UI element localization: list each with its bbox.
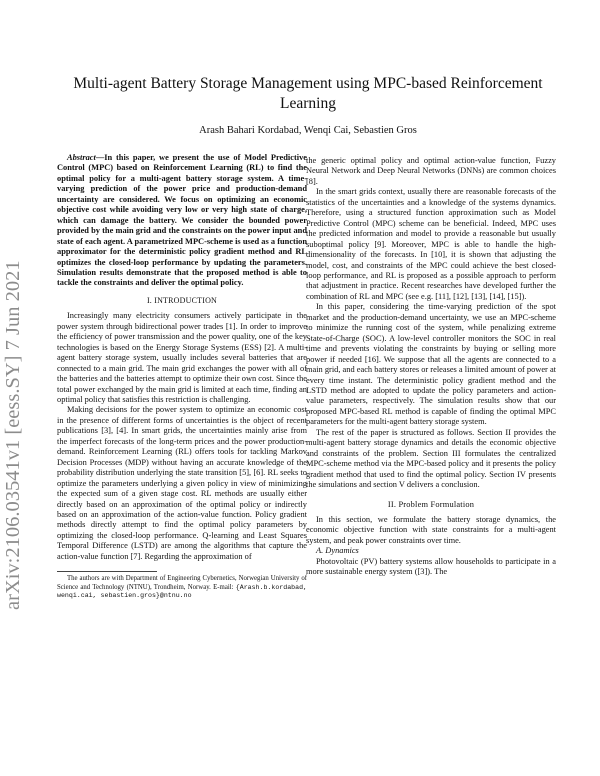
right-column xyxy=(306,156,556,578)
section-2-paragraph-1: In this section, we formulate the battery storage dynamics, the economic objective function with state constraints for a multi-agent system, and peak power constraints over time. xyxy=(306,514,556,545)
intro-paragraph-5: In this paper, considering the time-varying prediction of the spot market and the production-demand uncertainty, we use an MPC-scheme to minimize the running cost of the system, while penalizing extreme State-of-Charge (SOC). A low-level controller monitors the SOC in real time and prevents violating the constraints by buying or selling more power if needed [16]. We suppose that all the agents are connected to a main grid, and each battery stores or releases a limited amount of power at every time instant. The deterministic policy gradient method and the LSTD method are adopted to update the policy parameters and action-value parameters, respectively. The simulation results show that our proposed MPC-based RL method is capable of finding the optimal MPC parameters for the multi-agent battery storage system. xyxy=(306,302,556,427)
abstract-text: —In this paper, we present the use of Model Predictive Control (MPC) based on Reinforcement Learning (RL) to find the optimal policy for a multi-agent battery storage system. A time-varying prediction of the power price and production-demand uncertainty are considered. We focus on optimizing an economic objective cost while avoiding very low or very high state of charge, which can damage the battery. We consider the bounded power provided by the main grid and the constraints on the power input and state of each agent. A parametrized MPC-scheme is used as a function approximator for the deterministic policy gradient method and RL optimizes the closed-loop performance by updating the parameters. Simulation results demonstrate that the proposed method is able to tackle the constraints and deliver the optimal policy. xyxy=(57,153,307,288)
abstract-label: Abstract xyxy=(67,153,96,162)
footnote-rule xyxy=(57,571,157,572)
subsection-dynamics-heading: A. Dynamics xyxy=(316,546,359,556)
intro-paragraph-4: In the smart grids context, usually there are reasonable forecasts of the statistics of the uncertainties and a knowledge of the systems dynamics. Therefore, using a structured function approximation such as Model Predictive Control (MPC) scheme can be beneficial. Indeed, MPC uses the predicted information and model to provide a reasonable but usually suboptimal policy [9]. Moreover, MPC is able to handle the high-dimensionality of the forecasts. In [10], it is shown that adjusting the model, cost, and constraints of the MPC could achieve the best closed-loop performance, and RL is proposed as a possible approach to perform that adjustment in practice. Recent researches have developed further the combination of RL and MPC (see e.g. [11], [12], [13], [14], [15]). xyxy=(306,187,556,301)
author-footnote xyxy=(57,575,307,601)
paper-authors: Arash Bahari Kordabad, Wenqi Cai, Sebastien Gros xyxy=(199,125,417,136)
section-2-heading: II. Problem Formulation xyxy=(387,499,475,509)
intro-paragraph-6: The rest of the paper is structured as follows. Section II provides the multi-agent battery storage dynamics and details the economic objective and constraints of the problem. Section III formulates the centralized MPC-scheme method via the MPC-based policy and it presents the policy gradient method that used to find the optimal policy. Section IV presents the simulations and section V delivers a conclusion. xyxy=(306,427,556,490)
intro-paragraph-1: Increasingly many electricity consumers actively participate in the power system through bidirectional power trades [1]. In order to improve the efficiency of power transmission and the power quality, one of the key technologies is based on the Energy Storage Systems (ESS) [2]. A multi-agent battery storage system, usually includes several batteries that are connected to a main grid. The main grid exchanges the power with all of the batteries and the batteries attempt to optimize their own cost. Since the total power exchanged by the main grid is limited at each time, finding an optimal policy that satisfies this restriction is challenging. xyxy=(57,311,307,404)
dynamics-paragraph-1: Photovoltaic (PV) battery systems allow households to participate in a more sustainable energy system ([3]). The xyxy=(306,556,556,577)
section-1-heading: I. INTRODUCTION xyxy=(146,295,218,305)
arxiv-identifier: arXiv:2106.03541v1 [eess.SY] 7 Jun 2021 xyxy=(2,260,24,610)
abstract xyxy=(57,153,307,289)
left-column xyxy=(57,153,307,601)
intro-paragraph-2: Making decisions for the power system to optimize an economic cost in the presence of different forms of uncertainties is the object of recent publications [3], [4]. In smart grids, the uncertainties mainly arise from the imperfect forecasts of the long-term prices and the power production-demand. Reinforcement Learning (RL) offers tools for tackling Markov Decision Processes (MDP) without having an accurate knowledge of the probability distribution underlying the state transition [5], [6]. RL seeks to optimize the parameters underlying a given policy in view of minimizing the expected sum of a given stage cost. RL methods are usually either directly based on an approximation of the optimal policy or indirectly based on an approximation of the action-value function. Policy gradient methods directly attempt to find the optimal policy parameters by optimizing the closed-loop performance. Q-learning and Least Squares Temporal Difference (LSTD) are among the algorithms that capture the action-value function [7]. Regarding the approximation of xyxy=(57,405,307,561)
footnote-emails: {Arash.b.kordabad, wenqi.cai, sebastien.gros}@ntnu.no xyxy=(57,583,308,600)
footnote-text: The authors are with Department of Engineering Cybernetics, Norwegian University of Science and Technology (NTNU), Trondheim, Norway. E-mail: xyxy=(57,575,307,591)
intro-paragraph-3: the generic optimal policy and optimal action-value function, Fuzzy Neural Network and Deep Neural Networks (DNNs) are common choices [8]. xyxy=(306,156,556,186)
paper-title: Multi-agent Battery Storage Management using MPC-based Reinforcement Learning xyxy=(73,75,543,112)
